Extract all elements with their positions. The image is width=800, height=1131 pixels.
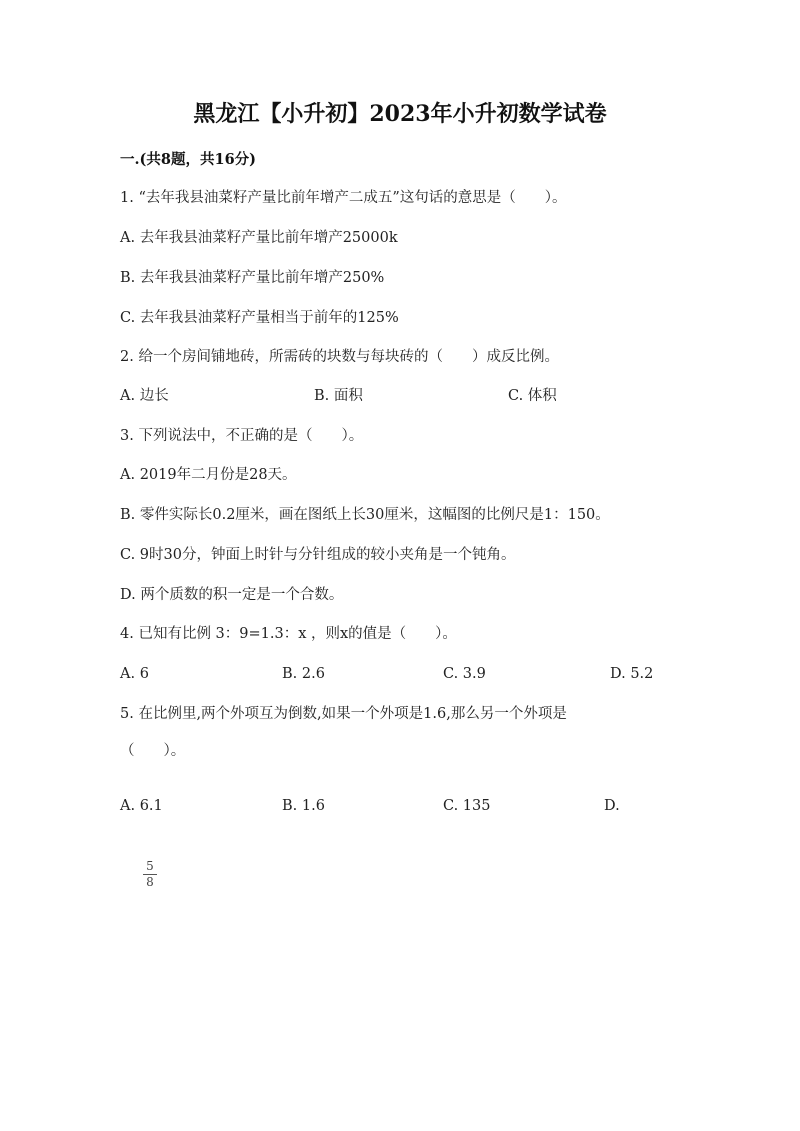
question-3-option-a: A. 2019年二月份是28天。: [120, 467, 297, 483]
question-2-option-b: B. 面积: [314, 388, 363, 404]
question-1-option-a: A. 去年我县油菜籽产量比前年增产25000k: [120, 230, 398, 246]
question-5-option-b: B. 1.6: [282, 798, 325, 814]
question-4-option-a: A. 6: [120, 666, 149, 682]
question-5-stem: 5. 在比例里,两个外项互为倒数,如果一个外项是1.6,那么另一个外项是: [120, 706, 567, 722]
question-1-option-b: B. 去年我县油菜籽产量比前年增产250%: [120, 270, 385, 286]
fraction-numerator: 5: [146, 859, 154, 873]
question-2-option-a: A. 边长: [120, 388, 169, 404]
question-5-option-c: C. 135: [443, 798, 491, 814]
question-2-stem: 2. 给一个房间铺地砖，所需砖的块数与每块砖的（ ）成反比例。: [120, 349, 559, 365]
fraction-five-eighths: [143, 860, 157, 889]
question-3-stem: 3. 下列说法中，不正确的是（ ）。: [120, 428, 364, 444]
question-3-option-d: D. 两个质数的积一定是一个合数。: [120, 587, 344, 603]
question-4-stem: 4. 已知有比例 3：9=1.3：x ，则x的值是（ ）。: [120, 626, 457, 642]
section-heading: 一.(共8题，共16分): [120, 151, 257, 168]
question-4-option-c: C. 3.9: [443, 666, 486, 682]
fraction-denominator: 8: [146, 875, 154, 889]
question-2-option-c: C. 体积: [508, 388, 557, 404]
question-5-option-a: A. 6.1: [120, 798, 163, 814]
question-3-option-b: B. 零件实际长0.2厘米，画在图纸上长30厘米，这幅图的比例尺是1：150。: [120, 507, 610, 523]
question-1-stem: 1. “去年我县油菜籽产量比前年增产二成五”这句话的意思是（ ）。: [120, 190, 567, 206]
question-5-stem-continued: （ ）。: [120, 743, 186, 759]
question-3-option-c: C. 9时30分，钟面上时针与分针组成的较小夹角是一个钝角。: [120, 547, 516, 563]
question-5-option-d: D.: [604, 798, 620, 814]
question-4-option-d: D. 5.2: [610, 666, 654, 682]
question-1-option-c: C. 去年我县油菜籽产量相当于前年的125%: [120, 310, 399, 326]
question-4-option-b: B. 2.6: [282, 666, 325, 682]
page-title: 黑龙江【小升初】2023年小升初数学试卷: [193, 101, 607, 127]
